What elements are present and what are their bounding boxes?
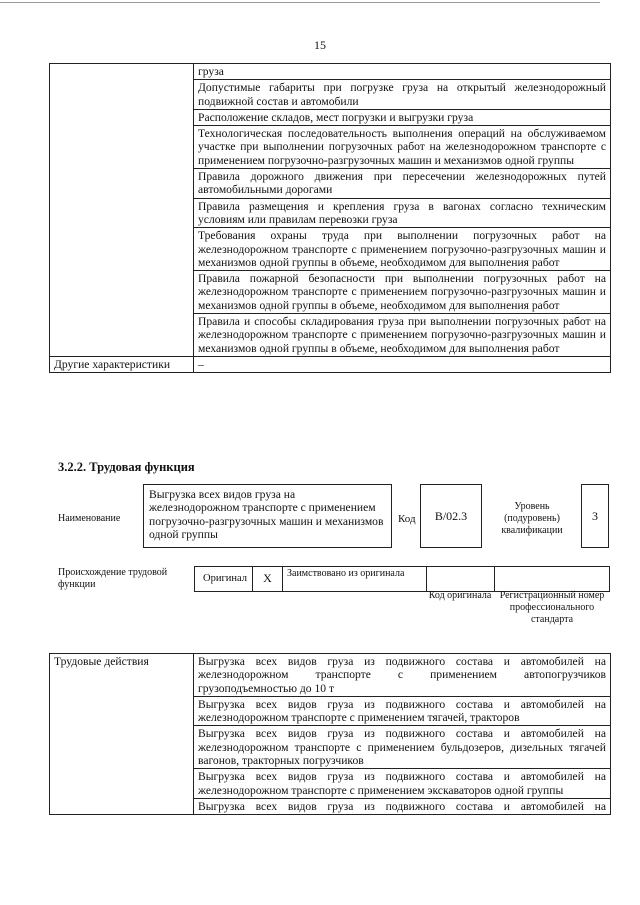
code-original-caption: Код оригинала xyxy=(428,590,492,601)
list-item: Требования охраны труда при выполнении погрузочных работ на железнодорожном транспорте с применением погрузочно-разгрузочных машин и механизмов одной группы в объеме, необходимом для выполнения работ xyxy=(194,228,611,271)
other-characteristics-label: Другие характеристики xyxy=(50,356,194,372)
labor-actions-table xyxy=(49,653,611,815)
origin-label: Происхождение трудовой функции xyxy=(58,567,168,590)
code-value-box xyxy=(420,484,482,548)
name-value-box xyxy=(143,484,392,548)
table-row xyxy=(50,356,611,372)
knowledge-table-continuation xyxy=(49,63,611,373)
reg-number-caption: Регистрационный номер профессионального стандарта xyxy=(499,590,605,625)
list-item: Выгрузка всех видов груза из подвижного состава и автомобилей на железнодорожном транспорте с применением автопогрузчиков грузоподъемностью до 10 т xyxy=(194,654,611,697)
level-value-box xyxy=(581,484,609,548)
section-title: 3.2.2. Трудовая функция xyxy=(58,460,195,474)
list-item: Правила и способы складирования груза при выполнении погрузочных работ на железнодорожном транспорте с применением погрузочно-разгрузочных машин и механизмов одной группы в объеме, необходимом для выполнения работ xyxy=(194,314,611,357)
code-value: В/02.3 xyxy=(434,508,468,523)
list-item: груза xyxy=(194,64,611,80)
list-item: Допустимые габариты при погрузке груза на открытый железнодорожный подвижной состав и автомобили xyxy=(194,80,611,110)
original-label: Оригинал xyxy=(195,567,253,591)
list-item: Выгрузка всех видов груза из подвижного состава и автомобилей на железнодорожном транспорте с применением тягачей, тракторов xyxy=(194,696,611,726)
table-row xyxy=(50,64,611,80)
code-label: Код xyxy=(398,513,416,525)
left-empty-cell xyxy=(50,64,194,357)
list-item: Выгрузка всех видов груза из подвижного состава и автомобилей на xyxy=(194,798,611,814)
level-value: 3 xyxy=(592,508,598,523)
original-mark: X xyxy=(253,567,283,591)
list-item: Правила дорожного движения при пересечении железнодорожных путей автомобильными дорогами xyxy=(194,169,611,199)
list-item: Технологическая последовательность выполнения операций на обслуживаемом участке при выполнении погрузочных работ на железнодорожном транспорте с применением погрузочно-разгрузочных машин и механизмов одной группы xyxy=(194,126,611,169)
name-label: Наименование xyxy=(58,513,121,524)
page-number: 15 xyxy=(314,38,326,52)
list-item: Правила размещения и крепления груза в вагонах согласно техническим условиям или правилам перевозки груза xyxy=(194,198,611,228)
borrowed-label: Заимствовано из оригинала xyxy=(283,567,427,591)
reg-number-cell xyxy=(495,567,609,591)
other-characteristics-value: – xyxy=(194,356,611,372)
list-item: Выгрузка всех видов груза из подвижного состава и автомобилей на железнодорожном транспорте с применением экскаваторов одной группы xyxy=(194,769,611,799)
code-original-cell xyxy=(427,567,495,591)
list-item: Выгрузка всех видов груза из подвижного состава и автомобилей на железнодорожном транспорте с применением бульдозеров, дизельных тягачей вагонов, тракторных погрузчиков xyxy=(194,726,611,769)
labor-actions-label: Трудовые действия xyxy=(50,654,194,815)
table-row xyxy=(50,654,611,697)
list-item: Правила пожарной безопасности при выполнении погрузочных работ на железнодорожном транспорте с применением погрузочно-разгрузочных машин и механизмов одной группы в объеме, необходимом для выполнения работ xyxy=(194,271,611,314)
top-rule xyxy=(0,2,600,3)
name-value: Выгрузка всех видов груза на железнодорожном транспорте с применением погрузочно-разгрузочных машин и механизмов одной группы xyxy=(149,488,384,541)
list-item: Расположение складов, мест погрузки и выгрузки груза xyxy=(194,109,611,125)
level-label: Уровень (подуровень) квалификации xyxy=(501,501,563,536)
origin-row xyxy=(194,566,610,592)
